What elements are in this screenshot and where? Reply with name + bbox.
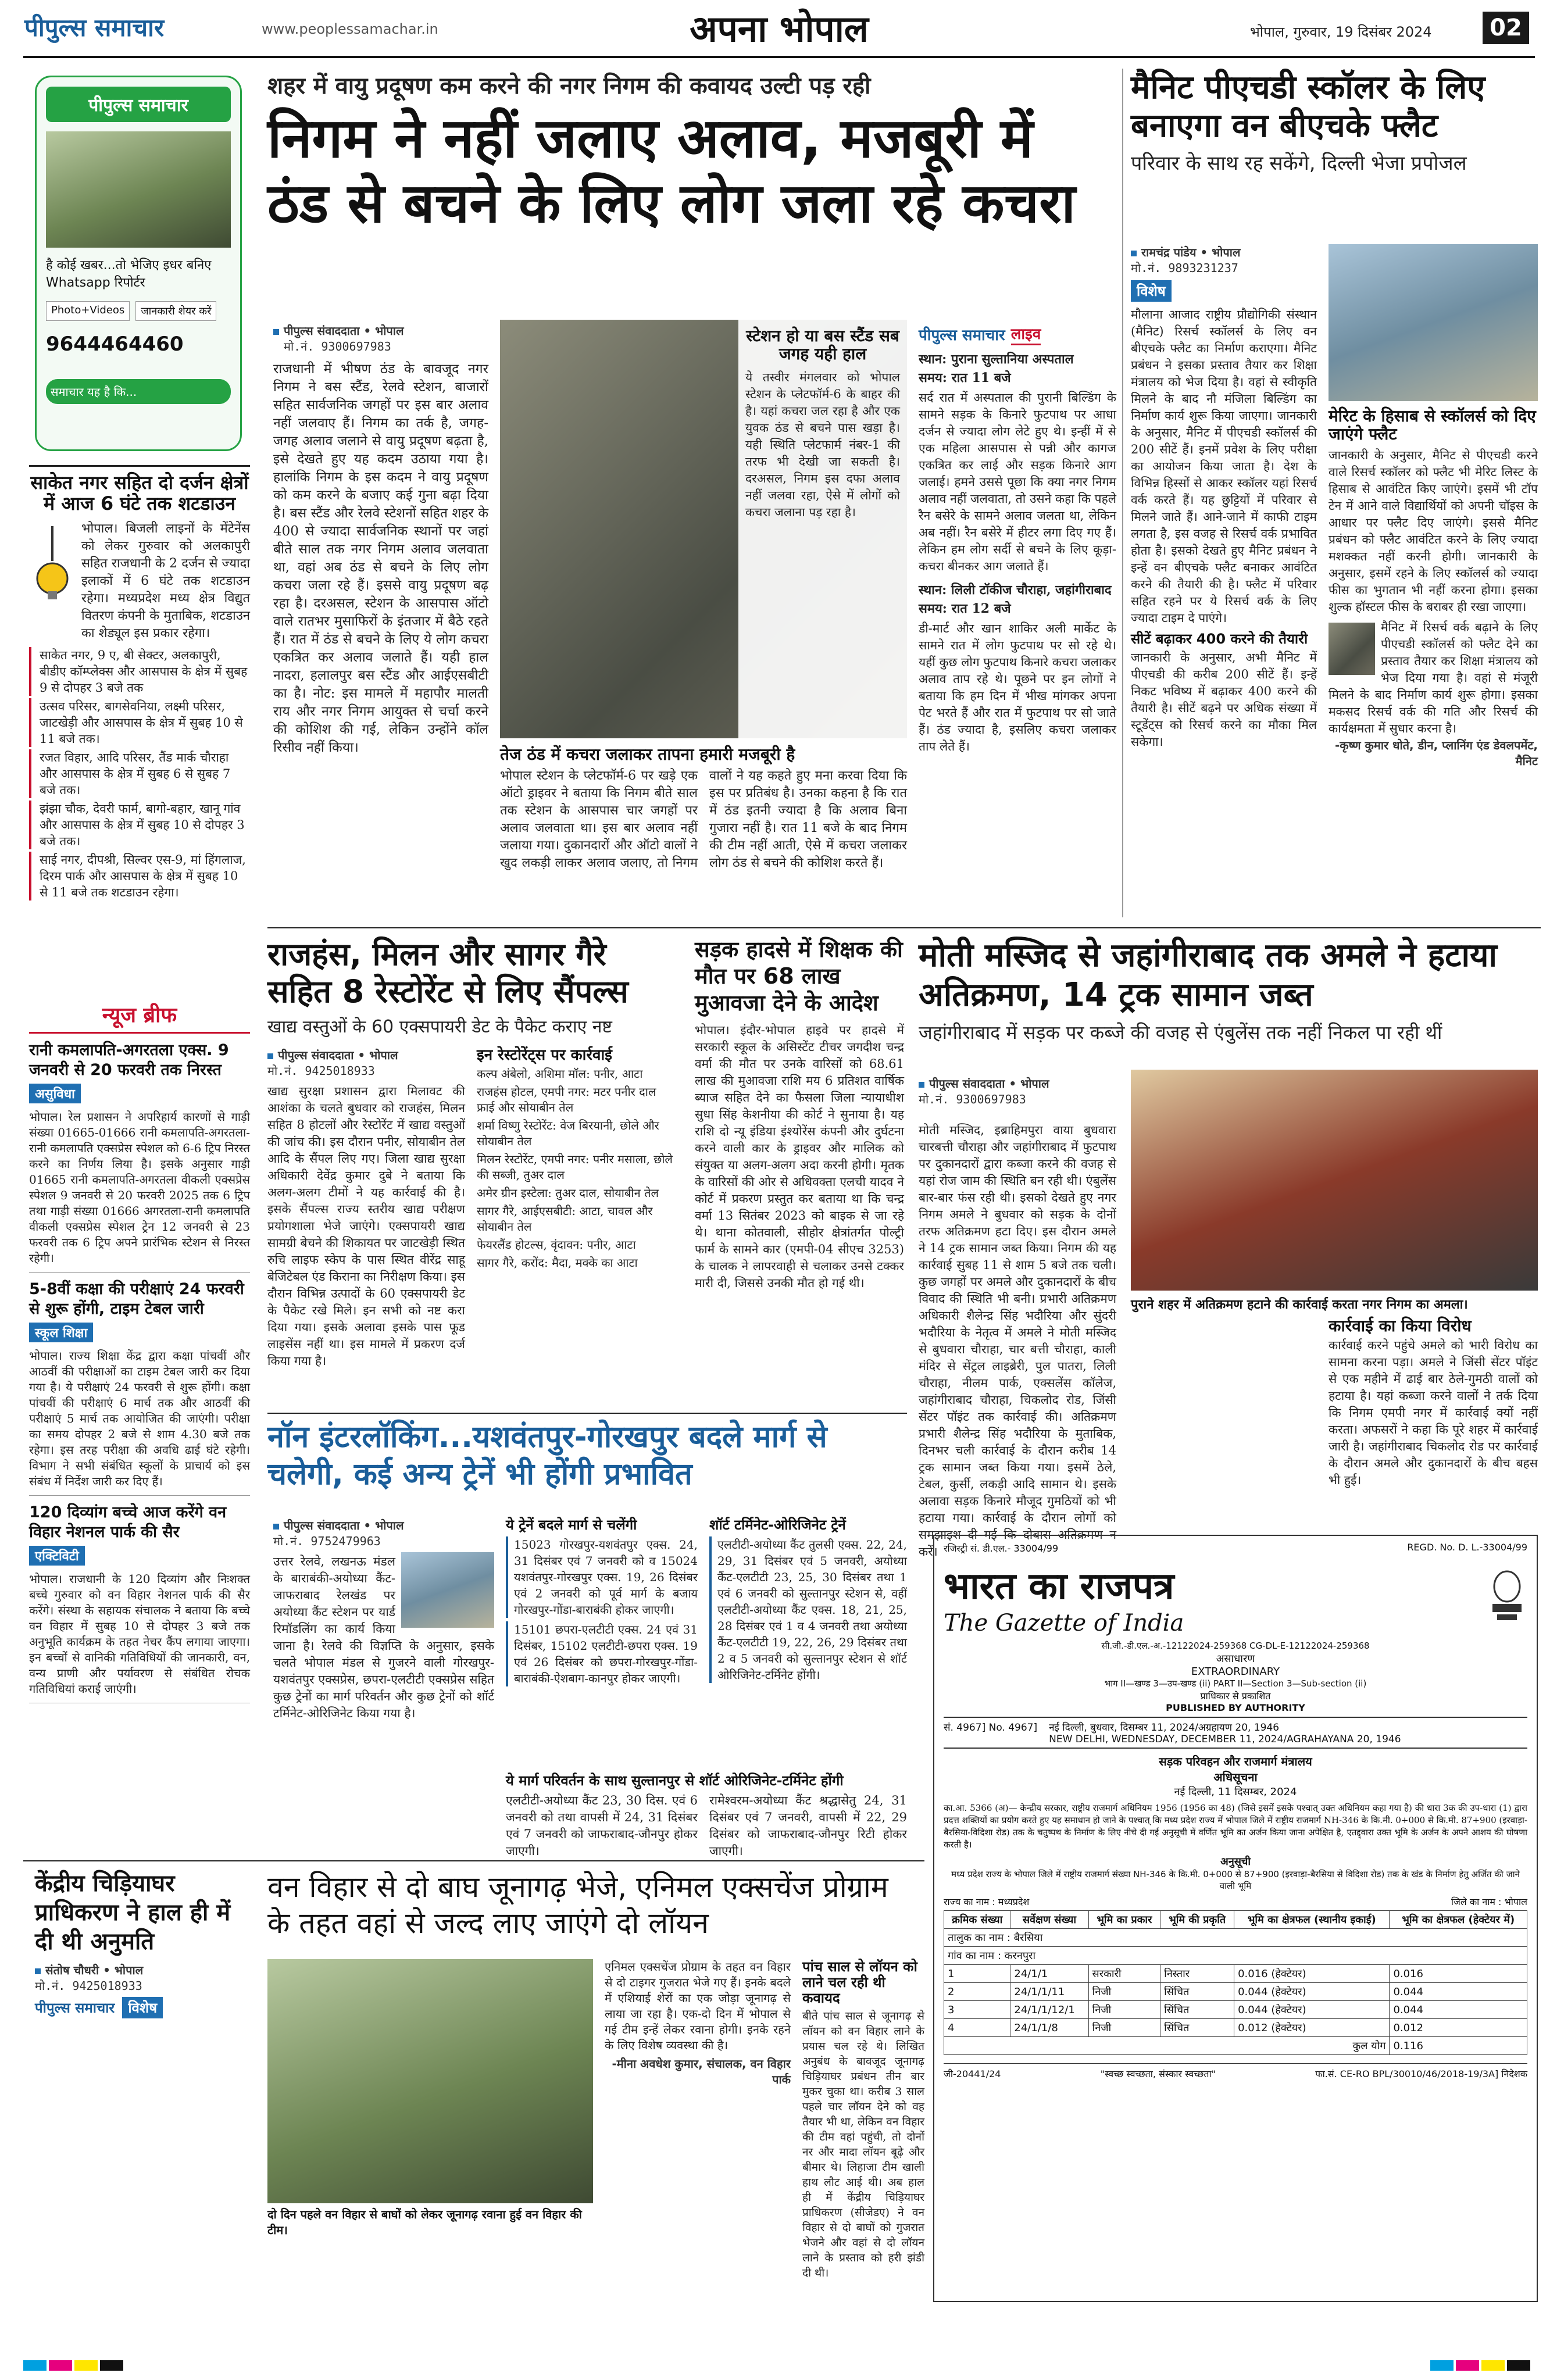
brief-item — [29, 1041, 250, 1273]
lead-photo — [500, 320, 907, 738]
trains-bottom-a: एलटीटी-अयोध्या कैंट 23, 30 दिस. एवं 6 जनवरी को तथा वापसी में 24, 31 दिसंबर एवं 7 जनवरी को जाफराबाद-जौनपुर होकर जाएगी। — [506, 1793, 698, 1858]
brief-tag: असुविधा — [29, 1084, 81, 1103]
live-place1: स्थान: पुराना सुल्तानिया अस्पताल — [919, 352, 1074, 367]
live-brand: पीपुल्स समाचार — [919, 326, 1005, 344]
lead-byline: पीपुल्स संवाददाता • भोपाल मो.नं. 9300697983 — [273, 323, 404, 354]
gazette-part: भाग II—खण्ड 3—उप-खण्ड (ii) PART II—Section 3—Sub-section (ii) — [1104, 1678, 1367, 1689]
gazette-total-label: कुल योग — [944, 2037, 1390, 2055]
shutdown-story — [29, 465, 250, 903]
restaurant-item: फेयरलैंड होटल्स, वृंदावन: पनीर, आटा — [477, 1238, 636, 1252]
samples-headline: राजहंस, मिलन और सागर गैरे सहित 8 रेस्टोरेंट से लिए सैंपल्स — [267, 936, 628, 1010]
oppose-text: कार्रवाई करने पहुंचे अमले को भारी विरोध का सामना करना पड़ा। अमले ने जिंसी सेंटर पॉइंट से एक महीने में ढाई बार ठेले-गुमठी वालों को हटाया है। यहां कब्जा करने वालों ने तर्क दिया कि निगम एमपी नगर में कार्रवाई क्यों नहीं करता। अफसरों ने कहा कि पूरे शहर में कार्रवाई जारी है। जहांगीराबाद चिकलोद रोड पर कार्रवाई के दौरान अमले और दुकानदारों के बीच बहस भी हुई। — [1329, 1338, 1538, 1488]
gazette-reg-hi: रजिस्ट्री सं. डी.एल.- 33004/99 — [944, 1543, 1059, 1554]
gazette-cell: 0.044 — [1390, 1983, 1527, 2001]
gazette-subhead-row — [944, 1947, 1527, 1965]
manit-headline: मैनिट पीएचडी स्कॉलर के लिए बनाएगा वन बीएचके फ्लैट — [1131, 69, 1485, 145]
gazette-cell: निजी — [1088, 2019, 1160, 2037]
manit-byline: रामचंद्र पांडेय • भोपाल मो.नं. 9893231237 विशेष मौलाना आजाद राष्ट्रीय प्रौद्योगिकी संस्थान (मैनिट) रिसर्च स्कॉलर्स के लिए वन बीएचके फ्लैट का निर्माण कराएगा। मैनिट प्रबंधन ने इसका प्रस्ताव तैयार कर शिक्षा मंत्रालय को भेज दिया है। वहां से स्वीकृति मिलने के बाद नौ मंजिला बिल्डिंग का निर्माण कार्य शुरू किया जाएगा। जानकारी के अनुसार, मैनिट में पीएचडी स्कॉलर्स की 200 सीटें हैं। इनमें प्रवेश के लिए परीक्षा का आयोजन किया जाता है। देश के विभिन्न हिस्सों से आकर स्कॉलर यहां रिसर्च वर्क करते हैं। यह छुट्टियों में परिवार से मिलने जाते हैं। आने-जाने में काफी टाइम लगता है, इस वजह से रिसर्च वर्क प्रभावित होता है। इसको देखते हुए मैनिट प्रबंधन ने इन्हें वन बीएचके फ्लैट बनाकर आवंटित करने की तैयारी की है। फ्लैट में परिवार सहित रहने पर ये रिसर्च वर्क के लिए ज्यादा टाइम दे पाएंगे। सीटें बढ़ाकर 400 करने की तैयारी जानकारी के अनुसार, अभी मैनिट में पीएचडी की करीब 200 सीटें हैं। इन्हें निकट भविष्य में बढ़ाकर 400 करने की तैयारी है। सीटें बढ़ने पर अधिक संख्या में स्टूडेंट्स को रिसर्च करने का मौका मिल सकेगा। — [1131, 244, 1317, 751]
trains-col-b-head: शॉर्ट टर्मिनेट-ओरिजिनेट ट्रेनें — [709, 1517, 846, 1533]
gazette-no: सं. 4967] No. 4967] — [944, 1722, 1038, 1734]
lion-quote: एनिमल एक्सचेंज प्रोग्राम के तहत वन विहार से दो टाइगर गुजरात भेजे गए हैं। इनके बदले में एशियाई शेरों का एक जोड़ा जूनागढ़ से लाया जा रहा है। एक-दो दिन में भोपाल से गई टीम इन्हें लेकर रवाना होगी। इनके रहने के लिए विशेष व्यवस्था की है। — [605, 1960, 791, 2052]
lead-phone: मो.नं. 9300697983 — [284, 340, 391, 353]
samples-sub: खाद्य वस्तुओं के 60 एक्सपायरी डेट के पैकेट कराए नष्ट — [267, 1017, 612, 1037]
manit-sub: परिवार के साथ रह सकेंगे, दिल्ली भेजा प्रपोजल — [1131, 152, 1467, 175]
brief-tag: एक्टिविटी — [29, 1546, 85, 1566]
brief-text: भोपाल। रेल प्रशासन ने अपरिहार्य कारणों से गाड़ी संख्या 01665-01666 रानी कमलापति-अगरतला-रानी कमलापति एक्सप्रेस स्पेशल को 6-6 ट्रिप निरस्त करने का निर्णय लिया है। इसके अनुसार गाड़ी 01665 रानी कमलापति-अगरतला वीकली एक्सप्रेस स्पेशल 9 जनवरी से 20 फरवरी 2025 तक 6 ट्रिप तथा गाड़ी संख्या 01666 अगरतला-रानी कमलापति वीकली एक्सप्रेस स्पेशल ट्रेन 12 जनवरी से 23 फरवरी तक 6 ट्रिप अपने प्रारंभिक स्टेशन से निरस्त रहेगी। — [29, 1110, 250, 1265]
lion-special-tag: विशेष — [122, 1997, 163, 2018]
trains-phone: मो.नं. 9752479963 — [273, 1534, 381, 1548]
gazette-cell: 3 — [944, 2001, 1010, 2019]
gazette-col-header: भूमि का प्रकार — [1088, 1911, 1160, 1929]
gazette-table-row — [944, 1965, 1527, 1983]
restaurant-item: सागर गैरे, आईएसबीटी: आटा, चावल और सोयाबीन तेल — [477, 1204, 653, 1234]
bulb-icon — [29, 520, 76, 613]
train-route-item: 15101 छपरा-एलटीटी एक्स. 24 एवं 31 दिसंबर, 15102 एलटीटी-छपरा एक्स. 19 एवं 26 दिसंबर को छपरा-गोरखपुर-गोंडा-बाराबंकी-ऐशबाग-कानपुर होकर जाएगी। — [506, 1621, 698, 1686]
merit-text: जानकारी के अनुसार, मैनिट से पीएचडी करने वाले रिसर्च स्कॉलर को फ्लैट भी मेरिट लिस्ट के हिसाब से आवंटित किए जाएंगे। इसमें भी टॉप टेन में आने वाले विद्यार्थियों को अपनी चॉइस के आधार पर फ्लैट दिए जाएंगे। इससे मैनिट प्रबंधन को फ्लैट आवंटित करने के लिए ज्यादा मशक्कत नहीं करनी होगी। जानकारी के अनुसार, इसमें रहने के लिए स्कॉलर्स को ज्यादा फीस का भुगतान भी नहीं करना होगा। इसका शुल्क हॉस्टल फीस के बराबर ही रखा जाएगा। — [1329, 448, 1538, 614]
shutdown-headline: साकेत नगर सहित दो दर्जन क्षेत्रों में आज 6 घंटे तक शटडाउन — [30, 471, 249, 514]
gazette-schedule: अनुसूची — [1220, 1856, 1251, 1868]
manit-quote-by: -कृष्ण कुमार धोते, डीन, प्लानिंग एंड डेवलपमेंट, मैनिट — [1334, 738, 1538, 768]
gazette-col-header: भूमि की प्रकृति — [1160, 1911, 1234, 1929]
gazette-cell: सरकारी — [1088, 1965, 1160, 1983]
restaurant-item: अमेर ग्रीन इस्टेला: तुअर दाल, सोयाबीन तेल — [477, 1186, 659, 1200]
manit-quote: मैनिट में रिसर्च वर्क बढ़ाने के लिए पीएचडी स्कॉलर्स को फ्लैट देने का प्रस्ताव तैयार कर शिक्षा मंत्रालय को भेज दिया गया है। वहां से मंजूरी मिलने के बाद निर्माण कार्य शुरू होगा। इसका मकसद रिसर्च वर्क की गति और रिसर्च की कार्यक्षमता में सुधार करना है। — [1329, 620, 1538, 735]
emblem-icon — [1487, 1569, 1527, 1627]
moti-byline: पीपुल्स संवाददाता • भोपाल मो.नं. 9300697983 — [919, 1075, 1116, 1107]
page-number: 02 — [1483, 12, 1529, 44]
gazette-village: गांव का नाम : करनपुरा — [944, 1947, 1527, 1965]
lead-headline: निगम ने नहीं जलाए अलाव, मजबूरी में ठंड से बचने के लिए लोग जला रहे कचरा — [267, 107, 1076, 235]
moti-photo — [1131, 1070, 1538, 1291]
lion-box-text: बीते पांच साल से जूनागढ़ से लॉयन को वन विहार लाने के प्रयास चल रहे थे। लिखित अनुबंध के बावजूद जूनागढ़ चिड़ियाघर प्रबंधन तीन बार मुकर चुका था। करीब 3 साल पहले चार लॉयन देने को वह तैयार भी था, लेकिन वन विहार की टीम वहां पहुंची, तो दोनों नर और मादा लॉयन बूढ़े और बीमार थे। लिहाजा टीम खाली हाथ लौट आई थी। अब हाल ही में केंद्रीय चिड़ियाघर प्राधिकरण (सीजेडए) ने वन विहार से दो बाघों को गुजरात भेजने और वहां से दो लॉयन लाने के प्रस्ताव को हरी झंडी दी थी। — [802, 2009, 924, 2279]
whatsapp-promo-photo — [46, 131, 231, 248]
train-photo — [401, 1552, 494, 1628]
manit-building-photo — [1329, 244, 1538, 401]
dean-photo — [1329, 623, 1375, 675]
gazette-col-header: क्रमिक संख्या — [944, 1911, 1010, 1929]
train-route-item: 15023 गोरखपुर-यशवंतपुर एक्स. 24, 31 दिसंबर एवं 7 जनवरी को व 15024 यशवंतपुर-गोरखपुर एक्स. 19, 26 दिसंबर एवं 2 जनवरी को पूर्व मार्ग के बजाय गोरखपुर-गोंडा-बाराबंकी होकर जाएगी। — [506, 1536, 698, 1618]
brief-tag: स्कूल शिक्षा — [29, 1323, 93, 1342]
brief-head: रानी कमलापति-अगरतला एक्स. 9 जनवरी से 20 फरवरी तक निरस्त — [29, 1041, 229, 1079]
gazette-footer-right: फा.सं. CE-RO BPL/30010/46/2018-19/3A] निदेशक — [1315, 2068, 1527, 2079]
gazette-cell: 0.016 — [1390, 1965, 1527, 1983]
gazette-footer-left: जी-20441/24 — [944, 2068, 1001, 2079]
lead-kicker: शहर में वायु प्रदूषण कम करने की नगर निगम की कवायद उल्टी पड़ रही — [267, 73, 871, 99]
lead-col2: भोपाल स्टेशन के प्लेटफॉर्म-6 पर खड़े एक ऑटो ड्राइवर ने बताया कि निगम बीते साल तक स्टेशन के आसपास चार जगहों पर अलाव जलवाता था। इस बार अलाव नहीं जलाया गया। दुकानदारों और ऑटो वालों ने खुद लकड़ी लाकर अलाव जलाए, तो निगम वालों ने यह कहते हुए मना करवा दिया कि इस पर प्रतिबंध है। उनका कहना है कि रात में ठंड इतनी ज्यादा है कि अलाव बिना गुजारा नहीं है। रात 11 बजे के बाद निगम की टीम नहीं आती, ऐसे में कचरा जलाकर लोग ठंड से बचने की कोशिश करते हैं। — [500, 769, 907, 870]
lead-story — [267, 69, 1110, 237]
gazette-col-header: भूमि का क्षेत्रफल (हेक्टेयर में) — [1390, 1911, 1527, 1929]
gazette-cell: 0.012 (हेक्टेयर) — [1234, 2019, 1390, 2037]
whatsapp-footer[interactable]: समाचार यह है कि... — [46, 379, 231, 404]
lion-phone: मो.नं. 9425018933 — [35, 1979, 142, 1993]
shutdown-item: झंझा चौक, देवरी फार्म, बागो-बहार, खानू गांव और आसपास के क्षेत्र में सुबह 10 से दोपहर 3 बजे तक। — [29, 801, 250, 849]
gazette-cell: निजी — [1088, 1983, 1160, 2001]
accident-story — [695, 936, 904, 1292]
gazette-date-en: NEW DELHI, WEDNESDAY, DECEMBER 11, 2024/AGRAHAYANA 20, 1946 — [1049, 1734, 1401, 1745]
gazette-cell: 0.044 (हेक्टेयर) — [1234, 2001, 1390, 2019]
photo-video-label: Photo+Videos — [46, 301, 130, 321]
live-text2: डी-मार्ट और खान शाकिर अली मार्केट के सामने रात में लोग फुटपाथ पर सो रहे थे। यहीं कुछ लोग फुटपाथ किनारे कचरा जलाकर अलाव ताप रहे थे। पूछने पर इन लोगों ने बताया कि हम दिन में भीख मांगकर अपना पेट भरते हैं और रात में फुटपाथ पर सो जाते हैं। ठंड ज्यादा है, इसलिए कचरा जलाकर ताप लेते हैं। — [919, 621, 1116, 753]
restaurant-item: शर्मा विष्णु रेस्टोरेंट: वेज बिरयानी, छोले और सोयाबीन तेल — [477, 1118, 659, 1149]
gazette-table — [944, 1910, 1527, 2055]
live-tag: लाइव — [1011, 323, 1041, 345]
gazette-notif-text: का.आ. 5366 (अ)— केन्द्रीय सरकार, राष्ट्रीय राजमार्ग अधिनियम 1956 (1956 का 48) (जिसे इसमें इसके पश्चात् उक्त अधिनियम कहा गया है) की धारा 3क की उप-धारा (1) द्वारा प्रदत्त शक्तियों का प्रयोग करते हुए यह समाधान हो जाने के पश्चात् कि मध्य प्रदेश राज्य में भोपाल जिले में राष्ट्रीय राजमार्ग NH-346 के कि.मी. 0+000 से कि.मी. 87+900 (इरवाड़ा-बैरसिया-विदिशा रोड) तक के चतुष्पथ के निर्माण के लिए नीचे दी गई अनुसूची में वर्णित भूमि का अर्जन किया जाना अपेक्षित है, एतद्द्वारा उक्त भूमि के अर्जन के अपने आशय की घोषणा करती है। — [944, 1803, 1527, 1850]
gazette-cell: 0.012 — [1390, 2019, 1527, 2037]
gazette-table-row — [944, 1983, 1527, 2001]
whatsapp-prompt: है कोई खबर...तो भेजिए इधर बनिए Whatsapp रिपोर्टर — [46, 258, 212, 290]
brief-text: भोपाल। राज्य शिक्षा केंद्र द्वारा कक्षा पांचवीं और आठवीं की परीक्षाओं का टाइम टेबल जारी कर दिया गया है। ये परीक्षाएं 24 फरवरी से शुरू होंगी। कक्षा पांचवीं की परीक्षाएं 6 मार्च तक और आठवीं की परीक्षाएं 5 मार्च तक आयोजित की जाएंगी। परीक्षा का समय दोपहर 2 बजे से शाम 4.30 बजे तक रहेगा। इस तरह परीक्षा की अवधि ढाई घंटे रहेगी। विभाग ने सभी संबंधित स्कूलों के प्राचार्य को इस संबंध में निर्देश जारी कर दिए हैं। — [29, 1349, 250, 1488]
paper-logo: पीपुल्स समाचार — [24, 13, 165, 42]
gazette-title-en: The Gazette of India — [944, 1610, 1184, 1636]
inset-text: ये तस्वीर मंगलवार को भोपाल स्टेशन के प्लेटफॉर्म-6 के बाहर की है। यहां कचरा जल रहा है और एक युवक ठंड से बचने पास खड़ा है। यही स्थिति प्लेटफार्म नंबर-1 की तरफ भी देखी जा सकती है। दरअसल, निगम इस दफा अलाव नहीं जलवा रहा, ऐसे में लोगों को कचरा जलाना पड़ रहा है। — [745, 370, 900, 519]
gazette-cell: सिंचित — [1160, 2001, 1234, 2019]
gazette-cell: 0.044 (हेक्टेयर) — [1234, 1983, 1390, 2001]
samples-body: खाद्य सुरक्षा प्रशासन द्वारा मिलावट की आशंका के चलते बुधवार को राजहंस, मिलन सहित 8 होटलों और रेस्टोरेंट में खाद्य वस्तुओं की जांच की। इस दौरान पनीर, सोयाबीन तेल आदि के सैंपल लिए गए। जिला खाद्य सुरक्षा अधिकारी देवेंद्र कुमार दुबे ने बताया कि अलग-अलग टीमों ने यह कार्रवाई की है। इसके सैंपल्स राज्य स्तरीय खाद्य परीक्षण प्रयोगशाला भेजे जाएंगे। एक्सपायरी खाद्य सामग्री बेचने की शिकायत पर जाटखेड़ी स्थित रुचि लाइफ स्केप के पास स्थित वीरेंद्र साहू बेजिटेबल एंड किराना का निरीक्षण किया। इस दौरान विभिन्न उत्पादों के 60 एक्सपायरी डेट के पैकेट रखे मिले। इन सभी को नष्ट करा दिया गया। इसके अलावा इसके पास फूड लाइसेंस नहीं था। इस मामले में प्रकरण दर्ज किया गया है। — [267, 1084, 465, 1368]
shutdown-item: साकेत नगर, 9 ए, बी सेक्टर, अलकापुरी, बीडीए कॉम्प्लेक्स और आसपास के क्षेत्र में सुबह 9 से दोपहर 3 बजे तक — [29, 647, 250, 696]
samples-story: राजहंस, मिलन और सागर गैरे सहित 8 रेस्टोरेंट से लिए सैंपल्स खाद्य वस्तुओं के 60 एक्सपायरी डेट के पैकेट कराए नष्ट पीपुल्स संवाददाता • भोपाल मो.नं. 9425018933 खाद्य सुरक्षा प्रशासन द्वारा मिलावट की आशंका के चलते बुधवार को राजहंस, मिलन सहित 8 होटलों और रेस्टोरेंट में खाद्य वस्तुओं की जांच की। इस दौरान पनीर, सोयाबीन तेल आदि के सैंपल लिए गए। जिला खाद्य सुरक्षा अधिकारी देवेंद्र कुमार दुबे ने बताया कि अलग-अलग टीमों ने यह कार्रवाई की है। इसके सैंपल्स राज्य स्तरीय खाद्य परीक्षण प्रयोगशाला भेजे जाएंगे। एक्सपायरी खाद्य सामग्री बेचने की शिकायत पर जाटखेड़ी स्थित रुचि लाइफ स्केप के पास स्थित वीरेंद्र साहू बेजिटेबल एंड किराना का निरीक्षण किया। इस दौरान विभिन्न उत्पादों के 60 एक्सपायरी डेट के पैकेट रखे मिले। इन सभी को नष्ट करा दिया गया। इसके अलावा इसके पास फूड लाइसेंस नहीं था। इस मामले में प्रकरण दर्ज किया गया है। इन रेस्टोरेंट्स पर कार्रवाई कल्प अंबेलो, अशिमा मॉल: पनीर, आटा राजहंस होटल, एमपी नगर: मटर पनीर दाल फ्राई और सोयाबीन तेल शर्मा विष्णु रेस्टोरेंट: वेज बिरयानी, छोले और सोयाबीन तेल मिलन रेस्टोरेंट, एमपी नगर: पनीर मसाला, छोले की सब्जी, तुअर दाल अमेर ग्रीन इस्टेला: तुअर दाल, सोयाबीन तेल सागर गैरे, आईएसबीटी: आटा, चावल और सोयाबीन तेल फेयरलैंड होटल्स, वृंदावन: पनीर, आटा सागर गैरे, करोंद: मैदा, मक्के का आटा — [267, 936, 674, 1370]
trains-col-a-head: ये ट्रेनें बदले मार्ग से चलेंगी — [506, 1517, 637, 1533]
lion-caption: दो दिन पहले वन विहार से बाघों को लेकर जूनागढ़ रवाना हुई वन विहार की टीम। — [267, 2207, 582, 2237]
restaurant-item: राजहंस होटल, एमपी नगर: मटर पनीर दाल फ्राई और सोयाबीन तेल — [477, 1085, 656, 1115]
gazette-cell: निजी — [1088, 2001, 1160, 2019]
trains-byline: पीपुल्स संवाददाता • भोपाल मो.नं. 9752479963 उत्तर रेलवे, लखनऊ मंडल के बाराबंकी-अयोध्या कैंट-जाफराबाद रेलखंड पर अयोध्या कैंट स्टेशन पर यार्ड रिमॉडलिंग का कार्य किया जाना है। रेलवे की विज्ञप्ति के अनुसार, इसके चलते भोपाल मंडल से गुजरने वाली गोरखपुर-यशवंतपुर एक्सप्रेस, छपरा-एलटीटी एक्सप्रेस सहित कुछ ट्रेनों का मार्ग परिवर्तन और कुछ ट्रेनों को शॉर्ट टर्मिनेट-ओरिजिनेट किया गया है। — [273, 1517, 494, 1722]
lead-col1: राजधानी में भीषण ठंड के बावजूद नगर निगम ने बस स्टैंड, रेलवे स्टेशन, बाजारों सहित सार्वजनिक जगहों पर इस बार अलाव नहीं जलवाए हैं। निगम का तर्क है, जगह-जगह अलाव जलाने से वायु प्रदूषण बढ़ता है, इसे देखते हुए यह कदम उठाया गया है। हालांकि निगम के इस कदम ने वायु प्रदूषण को कम करने के बजाए कई गुना बढ़ा दिया है। बस स्टैंड और रेलवे स्टेशनों सहित शहर के 400 से ज्यादा सार्वजनिक स्थानों पर जहां बीते साल तक नगर निगम अलाव जलवाता था, वहां अब ठंड से बचने के लिए लोग कचरा जला रहे हैं। इससे वायु प्रदूषण बढ़ रहा है। दरअसल, स्टेशन के आसपास ऑटो वाले रातभर मुसाफिरों के इंतजार में बैठे रहते हैं। रात में ठंड से बचने के लिए ये लोग कचरा एकत्रित कर अलाव जलाते हैं। यही हाल नादरा, हलालपुर बस स्टैंड और आईएसबीटी का है। नोट: इस मामले में महापौर मालती राय और नगर निगम आयुक्त से चर्चा करने की कोशिश की गई, लेकिन उन्होंने कॉल रिसीव नहीं किया। — [273, 362, 488, 755]
shutdown-item: रजत विहार, आदि परिसर, तैंड मार्क चौराहा और आसपास के क्षेत्र में सुबह 6 से सुबह 7 बजे तक। — [29, 749, 250, 798]
site-url[interactable]: www.peoplessamachar.in — [262, 21, 438, 37]
gazette-cell: 2 — [944, 1983, 1010, 2001]
moti-sub: जहांगीराबाद में सड़क पर कब्जे की वजह से एंबुलेंस तक नहीं निकल पा रही थीं — [919, 1021, 1442, 1044]
gazette-cell: 24/1/1/12/1 — [1010, 2001, 1088, 2019]
gazette-codes: सी.जी.-डी.एल.-अ.-12122024-259368 CG-DL-E-12122024-259368 — [1101, 1641, 1370, 1651]
gazette-total-row — [944, 2037, 1527, 2055]
print-color-bar — [23, 2360, 126, 2373]
gazette-cell: निस्तार — [1160, 1965, 1234, 1983]
gazette-total-value: 0.116 — [1390, 2037, 1527, 2055]
lead-inset — [738, 320, 907, 738]
gazette-cell: 0.016 (हेक्टेयर) — [1234, 1965, 1390, 1983]
moti-oppose-box — [1329, 1317, 1538, 1489]
restaurant-item: कल्प अंबेलो, अशिमा मॉल: पनीर, आटा — [477, 1067, 643, 1081]
shutdown-item: साई नगर, दीपश्री, सिल्वर एस-9, मां हिंगलाज, दिरम पार्क और आसपास के क्षेत्र में सुबह 10 से 11 बजे तक शटडाउन रहेगा। — [29, 852, 250, 900]
brief-text: भोपाल। राजधानी के 120 दिव्यांग और निःशक्त बच्चे गुरुवार को वन विहार नेशनल पार्क की सैर करेंगे। संस्था के सहायक संचालक ने बताया कि बच्चे वन विहार में सुबह 10 से दोपहर 3 बजे तक अनुभूति कार्यक्रम के तहत नेचर कैंप लगाया जाएगा। इन बच्चों से वानिकी गतिविधियों की जानकारी, वन, वन्य प्राणी और पर्यावरण से संबंधित रोचक गतिविधियां कराई जाएंगी। — [29, 1572, 250, 1696]
inset-title: स्टेशन हो या बस स्टैंड सब जगह यही हाल — [746, 326, 899, 364]
gazette-authority-en: PUBLISHED BY AUTHORITY — [1166, 1702, 1305, 1713]
gazette-col-header: सर्वेक्षण संख्या — [1010, 1911, 1088, 1929]
gazette-cell: 24/1/1 — [1010, 1965, 1088, 1983]
moti-phone: मो.नं. 9300697983 — [919, 1092, 1026, 1106]
print-color-bar-right — [1430, 2360, 1533, 2373]
gazette-reg-en: REGD. No. D. L.-33004/99 — [1407, 1542, 1527, 1553]
shutdown-body: भोपाल। बिजली लाइनों के मेंटेनेंस को लेकर गुरुवार को अलकापुरी सहित राजधानी के 2 दर्जन से ज्यादा इलाकों में 6 घंटे तक शटडाउन रहेगा। मध्यप्रदेश मध्य क्षेत्र विद्युत वितरण कंपनी के मुताबिक, शटडाउन का शेड्यूल इस प्रकार रहेगा। — [81, 521, 250, 641]
trains-bottom-b: रामेश्वरम-अयोध्या कैंट श्रद्धासेतु 24, 31 दिसंबर एवं 7 जनवरी, वापसी में 22, 29 दिसंबर को जाफराबाद-जौनपुर रिटी होकर जाएगी। — [709, 1793, 907, 1858]
moti-caption: पुराने शहर में अतिक्रमण हटाने की कार्रवाई करता नगर निगम का अमला। — [1131, 1298, 1468, 1312]
accident-body: भोपाल। इंदौर-भोपाल हाइवे पर हादसे में सरकारी स्कूल के असिस्टेंट टीचर जगदीश चन्द्र वर्मा की मौत पर उनके वारिसों को 68.61 लाख की मुआवजा राशि मय 6 प्रतिशत वार्षिक ब्याज सहित देने का फैसला जिला न्यायाधीश सुधा सिंह केशनीया की कोर्ट ने सुनाया है। यह राशि दो न्यू इंडिया इंश्योरेंस कंपनी और दुर्घटना करने वाली कार के ड्राइवर और मालिक को संयुक्त या अलग-अलग अदा करनी होगी। मृतक के वारिसों की ओर से अधिवक्ता एलची यादव ने कोर्ट में प्रकरण प्रस्तुत कर बताया था कि चन्द्र वर्मा 13 सितंबर 2023 को बाइक से जा रहे थे। थाना कोतवाली, सीहोर क्षेत्रांतर्गत पोल्ट्री फार्म के सामने कार (एमपी-04 सीएच 3253) के चालक ने लापरवाही से चलाकर उनसे टक्कर मारी दी, जिससे उनकी मौत हो गई थी। — [695, 1023, 904, 1290]
trains-col-b — [709, 1517, 907, 1686]
gazette-district: जिले का नाम : भोपाल — [1451, 1896, 1527, 1907]
section-title: अपना भोपाल — [690, 8, 869, 50]
gazette-cell: 24/1/1/8 — [1010, 2019, 1088, 2037]
trains-story — [267, 1418, 907, 1493]
live-text1: सर्द रात में अस्पताल की पुरानी बिल्डिंग के सामने सड़क के किनारे फुटपाथ पर आधा दर्जन से ज्यादा लोग लेटे हुए थे। इन्हीं में से एक महिला आसपास से पन्नी और कागज एकत्रित कर लाई और सड़क किनारे आग जलाई। हमने उससे पूछा कि क्या नगर निगम अलाव नहीं जलवाता, तो उसने कहा कि पहले रैन बसेरे के सामने अलाव जलता था, लेकिन अब नहीं। रैन बसेरे में हीटर लगा दिए गए हैं। लेकिन हम लोग सर्दी से बचने के लिए कूड़ा-कचरा बीनकर आग जलाते हैं। — [919, 391, 1116, 573]
gazette-cell: सिंचित — [1160, 2019, 1234, 2037]
dateline: भोपाल, गुरुवार, 19 दिसंबर 2024 — [1250, 24, 1432, 40]
gazette-cell: 1 — [944, 1965, 1010, 1983]
gazette-ministry: सड़क परिवहन और राजमार्ग मंत्रालय — [1159, 1754, 1312, 1768]
restaurant-item: मिलन रेस्टोरेंट, एमपी नगर: पनीर मसाला, छोले की सब्जी, तुअर दाल — [477, 1152, 673, 1182]
manit-seats-text: जानकारी के अनुसार, अभी मैनिट में पीएचडी की करीब 200 सीटें हैं। इन्हें निकट भविष्य में बढ़ाकर 400 करने की तैयारी है। सीटें बढ़ने पर अधिक संख्या में स्टूडेंट्स को रिसर्च करने का मौका मिल सकेगा। — [1131, 650, 1317, 749]
gazette-cell: सिंचित — [1160, 1983, 1234, 2001]
live-time2: समय: रात 12 बजे — [919, 601, 1011, 616]
whatsapp-brand: पीपुल्स समाचार — [46, 87, 231, 122]
gazette-title-hi: भारत का राजपत्र — [944, 1564, 1174, 1608]
manit-story — [1131, 69, 1538, 176]
gazette-table-row — [944, 2019, 1527, 2037]
samples-phone: मो.नं. 9425018933 — [267, 1064, 375, 1078]
manit-body: मौलाना आजाद राष्ट्रीय प्रौद्योगिकी संस्थान (मैनिट) रिसर्च स्कॉलर्स के लिए वन बीएचके फ्लैट का निर्माण कराएगा। मैनिट प्रबंधन ने इसका प्रस्ताव तैयार कर शिक्षा मंत्रालय को भेज दिया है। वहां से स्वीकृति मिलने के बाद नौ मंजिला बिल्डिंग का निर्माण कार्य शुरू किया जाएगा। जानकारी के अनुसार, मैनिट में पीएचडी स्कॉलर्स की 200 सीटें हैं। इनमें प्रवेश के लिए परीक्षा का आयोजन किया जाता है। देश के विभिन्न हिस्सों से आकर स्कॉलर यहां रिसर्च वर्क करते हैं। यह छुट्टियों में परिवार से मिलने जाते हैं। आने-जाने में काफी टाइम लगता है, इस वजह से रिसर्च वर्क प्रभावित होता है। इसको देखते हुए मैनिट प्रबंधन ने इन्हें वन बीएचके फ्लैट बनाकर आवंटित करने की तैयारी की है। फ्लैट में परिवार सहित रहने पर ये रिसर्च वर्क के लिए ज्यादा टाइम दे पाएंगे। — [1131, 308, 1317, 625]
lion-quote-box — [605, 1959, 791, 2087]
shutdown-item: उत्सव परिसर, बागसेवनिया, लक्ष्मी परिसर, जाटखेड़ी और आसपास के क्षेत्र में सुबह 10 से 11 बजे तक। — [29, 698, 250, 747]
gazette-state: राज्य का नाम : मध्यप्रदेश — [944, 1896, 1030, 1907]
lion-headline: वन विहार से दो बाघ जूनागढ़ भेजे, एनिमल एक्सचेंज प्रोग्राम के तहत वहां से जल्द लाए जाएंगे दो लॉयन — [267, 1870, 888, 1940]
news-brief-title: न्यूज ब्रीफ — [29, 1000, 250, 1034]
gazette-cell: 24/1/1/11 — [1010, 1983, 1088, 2001]
trains-bottom-head: ये मार्ग परिवर्तन के साथ सुल्तानपुर से शॉर्ट ओरिजिनेट-टर्मिनेट होंगी — [506, 1773, 844, 1789]
live-place2: स्थान: लिली टॉकीज चौराहा, जहांगीराबाद — [919, 583, 1112, 598]
moti-body: मोती मस्जिद, इब्राहिमपुरा वाया बुधवारा चारबत्ती चौराहा और जहांगीराबाद में फुटपाथ पर दुकानदारों द्वारा कब्जा करने की वजह से यहां रोज जाम की स्थिति बन रही थी। एंबुलेंस बार-बार फंस रही थी। इसको देखते हुए नगर निगम अमले ने बुधवार को सड़क के दोनों तरफ अतिक्रमण हटा दिए। इस दौरान अमले ने 14 ट्रक सामान जब्त किया। निगम की यह कार्रवाई सुबह 11 से शाम 5 बजे तक चली। कुछ जगहों पर अमले और दुकानदारों के बीच विवाद की स्थिति भी बनी। प्रभारी अतिक्रमण अधिकारी शैलेन्द्र सिंह भदौरिया और सुंदरी भदौरिया के नेतृत्व में अमले ने मोती मस्जिद से बुधवारा चौराहा, चार बत्ती चौराहा, काली मंदिर से सेंट्रल लाइब्रेरी, पुल पातरा, लिली चौराहा, नीलम पार्क, एक्सलेंस कॉलेज, जहांगीराबाद चौराहा, चिकलोद रोड, जिंसी सेंटर पॉइंट तक कार्रवाई की। अतिक्रमण प्रभारी शैलेन्द्र सिंह भदौरिया के मुताबिक, दिनभर चली कार्रवाई के दौरान करीब 14 ट्रक सामान जब्त किया गया। इसमें ठेले, टेबल, कुर्सी, लकड़ी आदि सामान थे। इसके अलावा सड़क किनारे मौजूद गुमठियों को भी हटाया गया। कार्रवाई के दौरान लोगों को समझाइश दी गई कि दोबारा अतिक्रमण न करें। — [919, 1123, 1116, 1559]
gazette-subhead-row — [944, 1929, 1527, 1947]
moti-story — [919, 936, 1541, 1045]
samples-box-head: इन रेस्टोरेंट्स पर कार्रवाई — [477, 1046, 612, 1064]
trains-headline: नॉन इंटरलॉकिंग...यशवंतपुर-गोरखपुर बदले मार्ग से चलेगी, कई अन्य ट्रेनें भी होंगी प्रभावित — [267, 1420, 827, 1492]
manit-phone: मो.नं. 9893231237 — [1131, 261, 1238, 275]
gazette-notice — [933, 1535, 1538, 2302]
lion-side-head: केंद्रीय चिड़ियाघर प्राधिकरण ने हाल ही में दी थी अनुमति — [35, 1870, 231, 1955]
manit-special-tag: विशेष — [1131, 280, 1172, 302]
lion-side: केंद्रीय चिड़ियाघर प्राधिकरण ने हाल ही में दी थी अनुमति संतोष चौधरी • भोपाल मो.नं. 9425018933 पीपुल्स समाचार विशेष — [35, 1869, 256, 2018]
manit-seats-head: सीटें बढ़ाकर 400 करने की तैयारी — [1131, 631, 1308, 647]
gazette-footer-mid: "स्वच्छ स्वच्छता, संस्कार स्वच्छता" — [1100, 2068, 1216, 2079]
train-short-item: एलटीटी-अयोध्या कैंट तुलसी एक्स. 22, 24, 29, 31 दिसंबर एवं 5 जनवरी, अयोध्या कैंट-एलटीटी 23, 25, 30 दिसंबर तथा 1 एवं 6 जनवरी को सुल्तानपुर स्टेशन से, वहीं एलटीटी-अयोध्या कैंट एक्स. 18, 21, 25, 28 दिसंबर एवं 1 व 4 जनवरी तथा अयोध्या कैंट-एलटीटी 19, 22, 26, 29 दिसंबर तथा 2 व 5 जनवरी को सुल्तानपुर स्टेशन से शॉर्ट ओरिजिनेट-टर्मिनेट होंगी। — [709, 1536, 907, 1683]
gazette-authority-hi: प्राधिकार से प्रकाशित — [1200, 1691, 1271, 1702]
merit-head: मेरिट के हिसाब से स्कॉलर्स को दिए जाएंगे फ्लैट — [1329, 406, 1536, 444]
gazette-col-header: भूमि का क्षेत्रफल (स्थानीय इकाई) — [1234, 1911, 1390, 1929]
gazette-schedule-sub: मध्य प्रदेश राज्य के भोपाल जिले में राष्ट्रीय राजमार्ग संख्या NH-346 के कि.मी. 0+000 से 87+900 (इरवाड़ा-बैरसिया से विदिशा रोड) तक के खंड के निर्माण हेतु अर्जित की जाने वाली भूमि — [951, 1869, 1520, 1891]
live-report — [919, 323, 1116, 755]
gazette-extra-hi: असाधारण — [1216, 1653, 1255, 1665]
gazette-extra-en: EXTRAORDINARY — [1191, 1666, 1280, 1678]
manit-merit-box — [1329, 407, 1538, 769]
lion-box-head: पांच साल से लॉयन को लाने चल रही थी कवायद — [802, 1959, 917, 2006]
trains-col-a — [506, 1517, 698, 1690]
lead-photo-caption: तेज ठंड में कचरा जलाकर तापना हमारी मजबूरी है — [500, 745, 795, 764]
gazette-date-hi: नई दिल्ली, बुधवार, दिसम्बर 11, 2024/अग्रहायण 20, 1946 — [1049, 1722, 1280, 1734]
brief-item — [29, 1503, 250, 1703]
trains-bottom — [506, 1773, 907, 1860]
lion-quote-by: -मीना अवधेश कुमार, संचालक, वन विहार पार्क — [612, 2057, 791, 2086]
gazette-notif: अधिसूचना — [1213, 1770, 1258, 1784]
gazette-notif-date: नई दिल्ली, 11 दिसम्बर, 2024 — [1174, 1786, 1297, 1798]
gazette-tehsil: तालुक का नाम : बैरसिया — [944, 1929, 1527, 1947]
brief-item — [29, 1280, 250, 1496]
lion-headline-wrap — [267, 1869, 919, 1941]
gazette-cell: 0.044 — [1390, 2001, 1527, 2019]
restaurant-item: सागर गैरे, करोंद: मैदा, मक्के का आटा — [477, 1256, 638, 1270]
oppose-head: कार्रवाई का किया विरोध — [1329, 1316, 1472, 1335]
news-brief — [29, 1000, 250, 1703]
gazette-cell: 4 — [944, 2019, 1010, 2037]
whatsapp-number[interactable]: 9644464460 — [46, 333, 184, 356]
lion-history-box — [802, 1959, 924, 2281]
share-info-label: जानकारी शेयर करें — [135, 301, 216, 321]
accident-headline: सड़क हादसे में शिक्षक की मौत पर 68 लाख मुआवजा देने के आदेश — [695, 937, 903, 1016]
live-time1: समय: रात 11 बजे — [919, 370, 1011, 385]
moti-headline: मोती मस्जिद से जहांगीराबाद तक अमले ने हटाया अतिक्रमण, 14 ट्रक सामान जब्त — [919, 937, 1497, 1014]
gazette-table-row — [944, 2001, 1527, 2019]
lion-brand: पीपुल्स समाचार — [35, 2000, 115, 2016]
trains-body: उत्तर रेलवे, लखनऊ मंडल के बाराबंकी-अयोध्या कैंट-जाफराबाद रेलखंड पर अयोध्या कैंट स्टेशन पर यार्ड रिमॉडलिंग का कार्य किया जाना है। रेलवे की विज्ञप्ति के अनुसार, इसके चलते भोपाल मंडल से गुजरने वाली गोरखपुर-यशवंतपुर एक्सप्रेस, छपरा-एलटीटी एक्सप्रेस सहित कुछ ट्रेनों का मार्ग परिवर्तन और कुछ ट्रेनों को शॉर्ट टर्मिनेट-ओरिजिनेट किया गया है। — [273, 1554, 494, 1720]
brief-head: 120 दिव्यांग बच्चे आज करेंगे वन विहार नेशनल पार्क की सैर — [29, 1503, 227, 1541]
whatsapp-reporter-box — [35, 76, 242, 451]
brief-head: 5-8वीं कक्षा की परीक्षाएं 24 फरवरी से शुरू होंगी, टाइम टेबल जारी — [29, 1280, 244, 1318]
